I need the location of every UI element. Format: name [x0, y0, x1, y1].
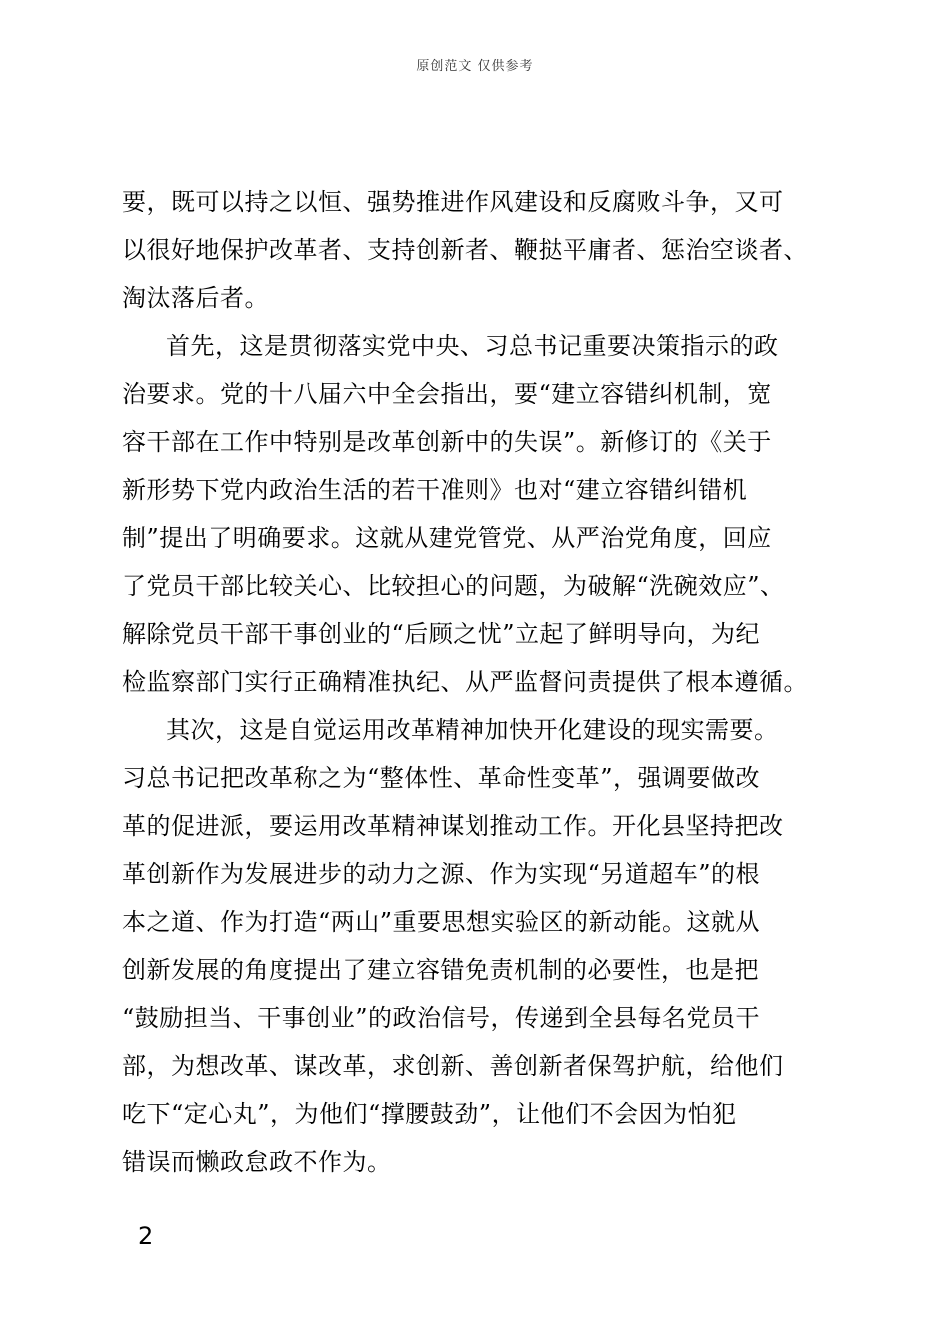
text-line: 解除党员干部干事创业的“后顾之忧”立起了鲜明导向，为纪: [122, 620, 761, 648]
text-line: 治要求。党的十八届六中全会指出，要“建立容错纠机制，宽: [122, 380, 772, 408]
text-line: 创新发展的角度提出了建立容错免责机制的必要性，也是把: [122, 956, 759, 984]
text-line: 要，既可以持之以恒、强势推进作风建设和反腐败斗争，又可: [122, 188, 784, 216]
document-body: [122, 178, 836, 1186]
text-line: 革创新作为发展进步的动力之源、作为实现“另道超车”的根: [122, 860, 761, 888]
paragraph-first-line: 其次，这是自觉运用改革精神加快开化建设的现实需要。: [166, 716, 779, 744]
page-number: 2: [138, 1222, 154, 1250]
text-line: 革的促进派，要运用改革精神谋划推动工作。开化县坚持把改: [122, 812, 784, 840]
page-header: 原创范文 仅供参考: [416, 59, 534, 74]
text-line: 习总书记把改革称之为“整体性、革命性变革”，强调要做改: [122, 764, 761, 792]
text-line: 制”提出了明确要求。这就从建党管党、从严治党角度，回应: [122, 524, 772, 552]
text-line: 了党员干部比较关心、比较担心的问题，为破解“洗碗效应”、: [122, 572, 785, 600]
text-line: 错误而懒政怠政不作为。: [122, 1148, 392, 1176]
text-line: 以很好地保护改革者、支持创新者、鞭挞平庸者、惩治空谈者、: [122, 236, 808, 264]
text-line: 吃下“定心丸”，为他们“撑腰鼓劲”，让他们不会因为怕犯: [122, 1100, 737, 1128]
text-line: 容干部在工作中特别是改革创新中的失误”。新修订的《关于: [122, 428, 772, 456]
text-line: 本之道、作为打造“两山”重要思想实验区的新动能。这就从: [122, 908, 761, 936]
text-line: “鼓励担当、干事创业”的政治信号，传递到全县每名党员干: [122, 1004, 761, 1032]
text-line: 部，为想改革、谋改革，求创新、善创新者保驾护航，给他们: [122, 1052, 784, 1080]
paragraph-first-line: 首先，这是贯彻落实党中央、习总书记重要决策指示的政: [166, 332, 779, 360]
text-line: 检监察部门实行正确精准执纪、从严监督问责提供了根本遵循。: [122, 668, 808, 696]
text-line: 淘汰落后者。: [122, 284, 269, 312]
text-line: 新形势下党内政治生活的若干准则》也对“建立容错纠错机: [122, 476, 748, 504]
